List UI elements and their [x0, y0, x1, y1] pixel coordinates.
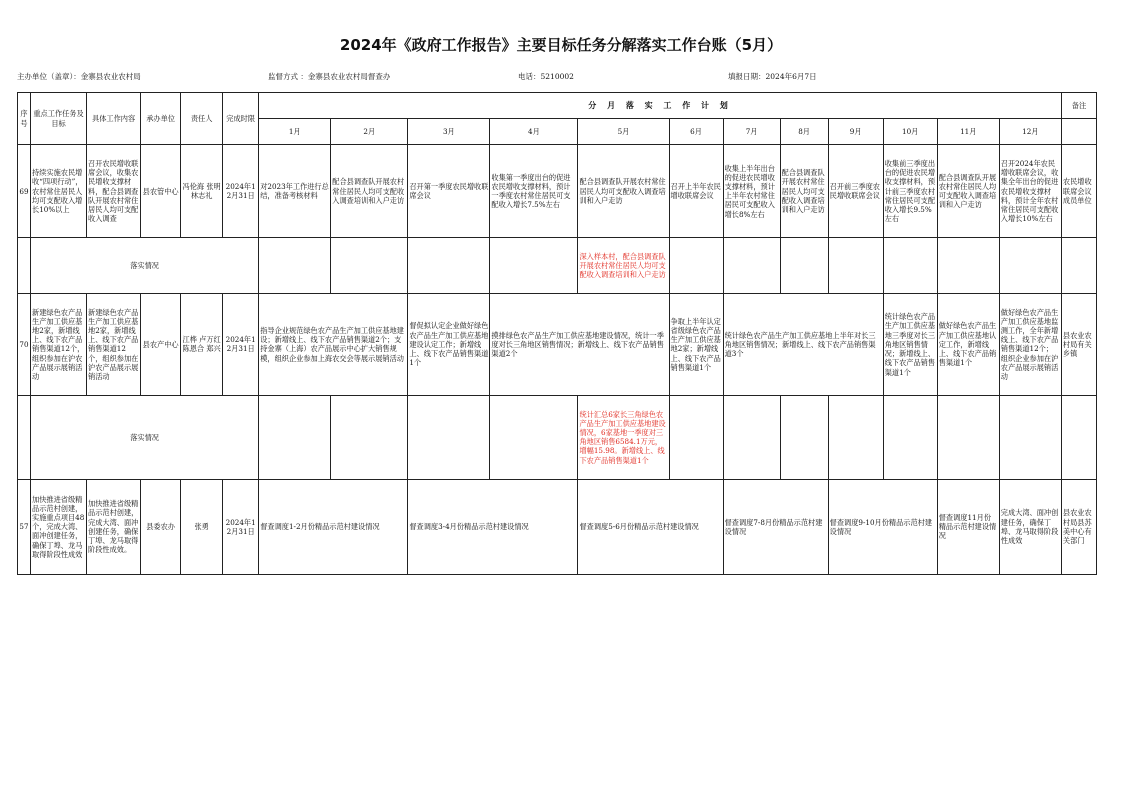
header-month: 1月: [259, 119, 331, 145]
month-plan-cell: 配合县调查队开展农村常住居民人均可支配收入调查培训和入户走访: [937, 145, 999, 238]
specific-cell: 加快推进省级精品示范村创建，完成大湾、面冲创建任务，确保丁埠、龙马取得阶段性成效。: [87, 479, 141, 574]
month-plan-cell: 召开第一季度农民增收联席会议: [408, 145, 490, 238]
remark-cell: 农民增收联席会议成员单位: [1061, 145, 1096, 238]
month-plan-cell: 督查调度7-8月份精品示范村建设情况: [723, 479, 828, 574]
deadline-cell: 2024年12月31日: [223, 145, 259, 238]
header-seq: 序号: [18, 93, 31, 145]
header-month: 5月: [578, 119, 669, 145]
header-monthly-plan: 分 月 落 实 工 作 计 划: [259, 93, 1062, 119]
report-date: 填报日期：2024年6月7日: [728, 72, 817, 81]
month-plan-cell: 收集第一季度出台的促进农民增收支撑材料，预计一季度农村常住居民可支配收入增长7.5%左右: [490, 145, 578, 238]
unit-cell: 县农管中心: [141, 145, 181, 238]
month-plan-cell: 对2023年工作进行总结，准备考核材料: [259, 145, 331, 238]
month-plan-cell: 配合县调查队开展农村常住居民人均可支配收入调查培训和入户走访: [578, 145, 669, 238]
header-key-task: 重点工作任务及目标: [31, 93, 87, 145]
month-plan-cell: 督查调度11月份精品示范村建设情况: [937, 479, 999, 574]
header-remark: 备注: [1061, 93, 1096, 119]
progress-label: 落实情况: [31, 395, 259, 479]
month-plan-cell: 配合县调查队开展农村常住居民人均可支配收入调查培训和入户走访: [331, 145, 408, 238]
table-row: [18, 479, 1097, 574]
remark-cell: 县农业农村局县苏美中心有关部门: [1061, 479, 1096, 574]
key-task-cell: 持续实施农民增收“四项行动”，农村常住居民人均可支配收入增长10%以上: [31, 145, 87, 238]
header-person: 责任人: [181, 93, 223, 145]
month-plan-cell: 统计绿色农产品生产加工供应基地三季度对长三角地区销售情况；新增线上、线下农产品销售渠道1个: [883, 294, 937, 395]
specific-cell: 召开农民增收联席会议，收集农民增收支撑材料，配合县调查队开展农村常住居民人均可支配收入调查: [87, 145, 141, 238]
table-row: [18, 145, 1097, 238]
header-month: 4月: [490, 119, 578, 145]
header-month: 6月: [669, 119, 723, 145]
host-unit: 主办单位（盖章）：金寨县农业农村局: [17, 72, 141, 81]
progress-m5-cell: 统计汇总6家长三角绿色农产品生产加工供应基地建设情况，6家基地一季度对三角地区销售6584.1万元，增幅15.98。新增线上、线下农产品销售渠道1个: [578, 395, 669, 479]
key-task-cell: 加快推进省级精品示范村创建，实施重点项目48个，完成大湾、面冲创建任务，确保丁埠、龙马取得阶段性成效: [31, 479, 87, 574]
month-plan-cell: 统计绿色农产品生产加工供应基地上半年对长三角地区销售情况；新增线上、线下农产品销售渠道3个: [723, 294, 883, 395]
header-unit: 承办单位: [141, 93, 181, 145]
person-cell: 冯伦海 张明 林志礼: [181, 145, 223, 238]
month-plan-cell: 召开上半年农民增收联席会议: [669, 145, 723, 238]
header-month: 12月: [999, 119, 1061, 145]
progress-label: 落实情况: [31, 238, 259, 294]
month-plan-cell: 督促拟认定企业做好绿色农产品生产加工供应基地建设认定工作；新增线上、线下农产品销售渠道1个: [408, 294, 490, 395]
month-plan-cell: 争取上半年认定省级绿色农产品生产加工供应基地2家；新增线上、线下农产品销售渠道1个: [669, 294, 723, 395]
deadline-cell: 2024年12月31日: [223, 294, 259, 395]
month-plan-cell: 召开前三季度农民增收联席会议: [828, 145, 883, 238]
phone: 电话：5210002: [518, 72, 574, 81]
table-row: [18, 294, 1097, 395]
unit-cell: 县农产中心: [141, 294, 181, 395]
progress-row: [18, 395, 1097, 479]
supervision-method: 监督方式 ：金寨县农业农村局督查办: [268, 72, 391, 81]
task-ledger-table: [17, 92, 1097, 575]
header-month: 9月: [828, 119, 883, 145]
month-plan-cell: 做好绿色农产品生产加工供应基地监测工作，全年新增线上、线下农产品销售渠道12个；组织企业参加在沪农产品展示展销活动: [999, 294, 1061, 395]
progress-m5-cell: 深入样本村，配合县调查队开展农村常住居民人均可支配收入调查培训和入户走访: [578, 238, 669, 294]
month-plan-cell: 完成大湾、面冲创建任务，确保丁埠、龙马取得阶段性成效: [999, 479, 1061, 574]
month-plan-cell: 收集上半年出台的促进农民增收支撑材料，预计上半年农村常住居民可支配收入增长8%左右: [723, 145, 780, 238]
header-deadline: 完成时限: [223, 93, 259, 145]
key-task-cell: 新建绿色农产品生产加工供应基地2家，新增线上、线下农产品销售渠道12个，组织参加在沪农产品展示展销活动: [31, 294, 87, 395]
month-plan-cell: 督查调度1-2月份精品示范村建设情况: [259, 479, 408, 574]
month-plan-cell: 指导企业规范绿色农产品生产加工供应基地建设；新增线上、线下农产品销售渠道2个；支持金寨（上海）农产品展示中心扩大销售规模，组织企业参加上海农交会等展示展销活动: [259, 294, 408, 395]
person-cell: 张勇: [181, 479, 223, 574]
month-plan-cell: 做好绿色农产品生产加工供应基地认定工作，新增线上、线下农产品销售渠道1个: [937, 294, 999, 395]
deadline-cell: 2024年12月31日: [223, 479, 259, 574]
month-plan-cell: 督查调度3-4月份精品示范村建设情况: [408, 479, 578, 574]
header-specific: 具体工作内容: [87, 93, 141, 145]
month-plan-cell: 督查调度9-10月份精品示范村建设情况: [828, 479, 937, 574]
specific-cell: 新建绿色农产品生产加工供应基地2家，新增线上、线下农产品销售渠道12个，组织参加在沪农产品展示展销活动: [87, 294, 141, 395]
header-month: 10月: [883, 119, 937, 145]
seq-cell: 69: [18, 145, 31, 238]
header-month: 11月: [937, 119, 999, 145]
unit-cell: 县委农办: [141, 479, 181, 574]
page-title: 2024年《政府工作报告》主要目标任务分解落实工作台账（5月）: [339, 36, 783, 54]
person-cell: 江桦 卢万红 陈恩合 郑兴: [181, 294, 223, 395]
header-month: 2月: [331, 119, 408, 145]
month-plan-cell: 摸排绿色农产品生产加工供应基地建设情况，统计一季度对长三角地区销售情况；新增线上、线下农产品销售渠道2个: [490, 294, 669, 395]
month-plan-cell: 召开2024年农民增收联席会议，收集全年出台的促进农民增收支撑材料，预计全年农村常住居民可支配收入增长10%左右: [999, 145, 1061, 238]
remark-cell: 县农业农村局有关乡镇: [1061, 294, 1096, 395]
month-plan-cell: 配合县调查队开展农村常住居民人均可支配收入调查培训和入户走访: [780, 145, 828, 238]
seq-cell: 57: [18, 479, 31, 574]
header-month: 3月: [408, 119, 490, 145]
header-remark-blank: [1061, 119, 1096, 145]
seq-cell: 70: [18, 294, 31, 395]
month-plan-cell: 收集前三季度出台的促进农民增收支撑材料，预计前三季度农村常住居民可支配收入增长9.5%左右: [883, 145, 937, 238]
header-month: 8月: [780, 119, 828, 145]
progress-row: [18, 238, 1097, 294]
month-plan-cell: 督查调度5-6月份精品示范村建设情况: [578, 479, 723, 574]
header-month: 7月: [723, 119, 780, 145]
